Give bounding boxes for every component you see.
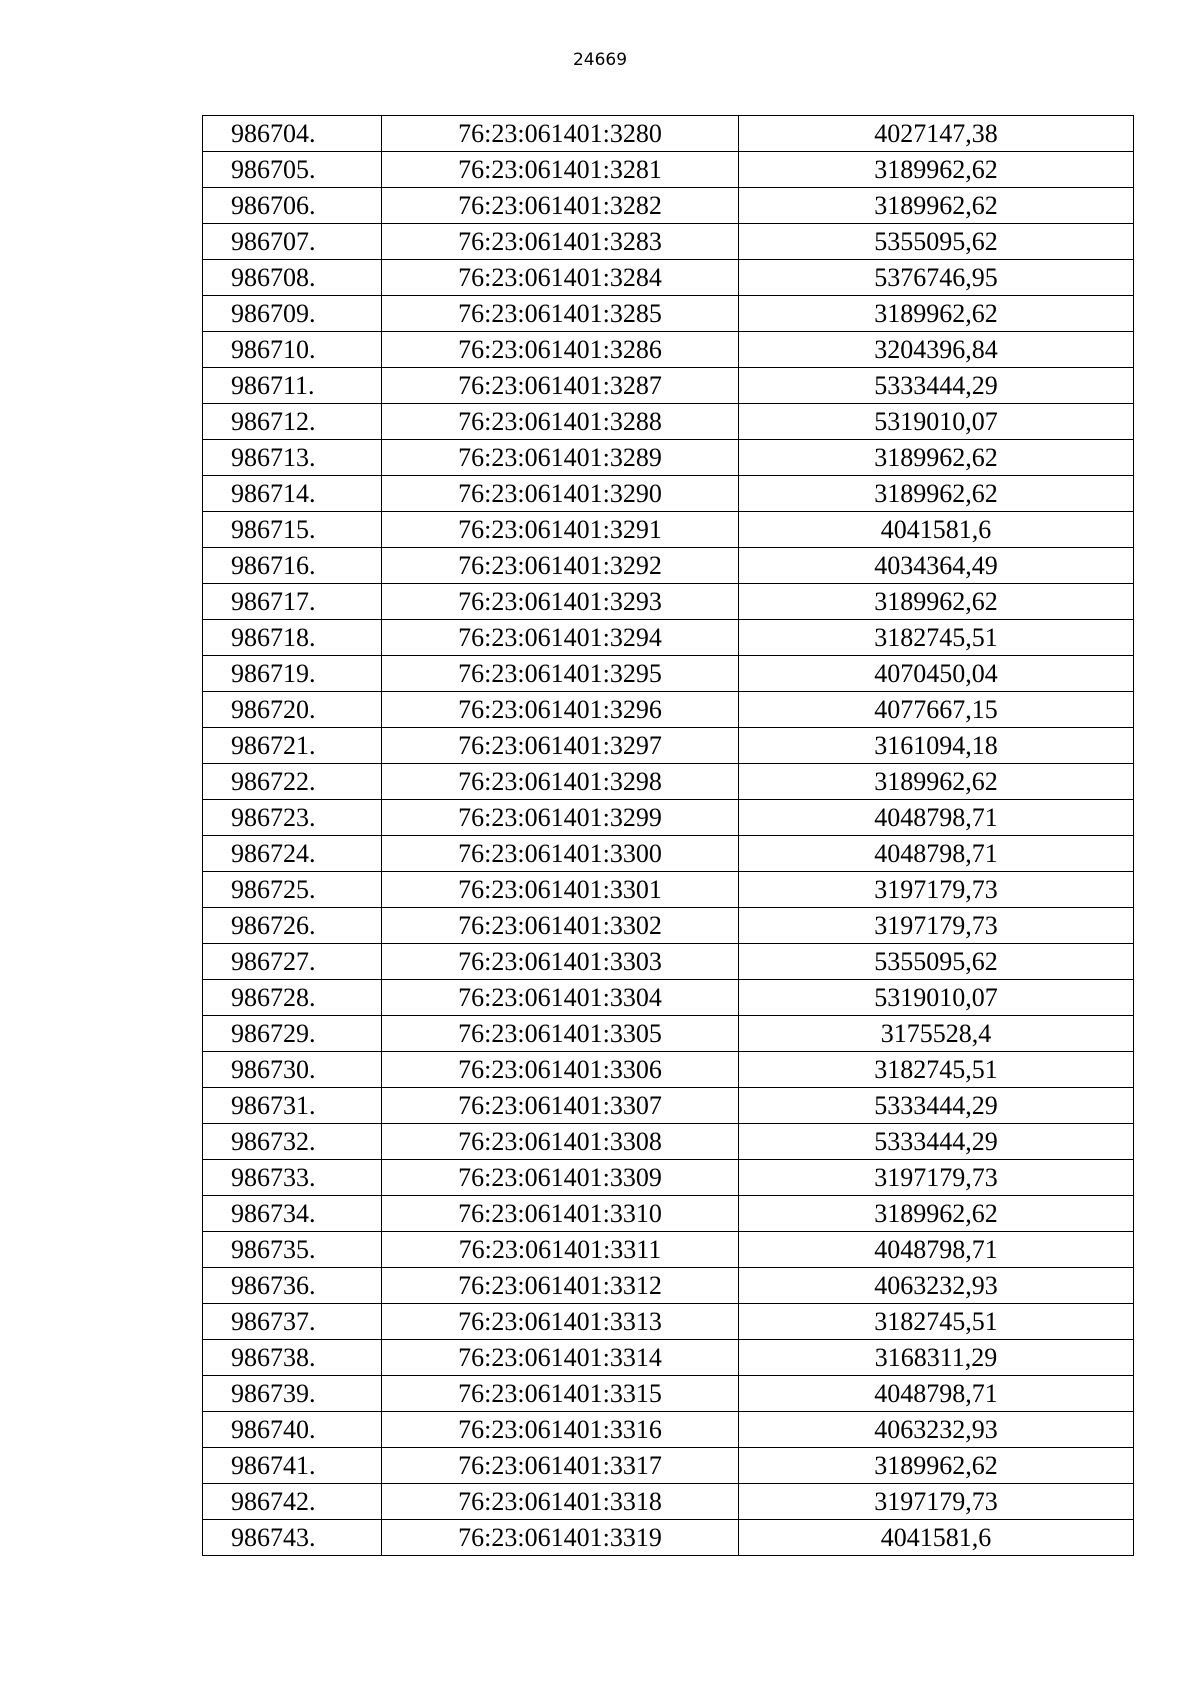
row-number-cell: 986719. <box>203 656 382 692</box>
table-body <box>203 116 1134 1556</box>
cadastral-value-cell: 3197179,73 <box>739 1484 1134 1520</box>
row-number-cell: 986725. <box>203 872 382 908</box>
table-row <box>203 1016 1134 1052</box>
cadastral-number-cell: 76:23:061401:3291 <box>382 512 739 548</box>
cadastral-number-cell: 76:23:061401:3289 <box>382 440 739 476</box>
table-row <box>203 440 1134 476</box>
row-number-cell: 986709. <box>203 296 382 332</box>
row-number-cell: 986724. <box>203 836 382 872</box>
row-number-cell: 986731. <box>203 1088 382 1124</box>
cadastral-value-cell: 4070450,04 <box>739 656 1134 692</box>
cadastral-number-cell: 76:23:061401:3315 <box>382 1376 739 1412</box>
cadastral-value-cell: 4048798,71 <box>739 836 1134 872</box>
table-row <box>203 944 1134 980</box>
cadastral-number-cell: 76:23:061401:3293 <box>382 584 739 620</box>
row-number-cell: 986704. <box>203 116 382 152</box>
cadastral-number-cell: 76:23:061401:3308 <box>382 1124 739 1160</box>
table-row <box>203 908 1134 944</box>
table-row <box>203 980 1134 1016</box>
cadastral-value-cell: 5355095,62 <box>739 224 1134 260</box>
table-row <box>203 584 1134 620</box>
row-number-cell: 986713. <box>203 440 382 476</box>
cadastral-value-cell: 3204396,84 <box>739 332 1134 368</box>
cadastral-number-cell: 76:23:061401:3287 <box>382 368 739 404</box>
table-row <box>203 764 1134 800</box>
table-row <box>203 152 1134 188</box>
row-number-cell: 986707. <box>203 224 382 260</box>
table-row <box>203 188 1134 224</box>
row-number-cell: 986739. <box>203 1376 382 1412</box>
cadastral-value-cell: 3197179,73 <box>739 872 1134 908</box>
row-number-cell: 986736. <box>203 1268 382 1304</box>
table-row <box>203 1304 1134 1340</box>
row-number-cell: 986733. <box>203 1160 382 1196</box>
cadastral-number-cell: 76:23:061401:3314 <box>382 1340 739 1376</box>
table-row <box>203 1160 1134 1196</box>
row-number-cell: 986726. <box>203 908 382 944</box>
cadastral-value-cell: 3189962,62 <box>739 152 1134 188</box>
cadastral-number-cell: 76:23:061401:3311 <box>382 1232 739 1268</box>
row-number-cell: 986729. <box>203 1016 382 1052</box>
cadastral-number-cell: 76:23:061401:3313 <box>382 1304 739 1340</box>
row-number-cell: 986740. <box>203 1412 382 1448</box>
table-row <box>203 1376 1134 1412</box>
table-row <box>203 224 1134 260</box>
cadastral-number-cell: 76:23:061401:3281 <box>382 152 739 188</box>
cadastral-value-cell: 5355095,62 <box>739 944 1134 980</box>
table-row <box>203 368 1134 404</box>
cadastral-number-cell: 76:23:061401:3312 <box>382 1268 739 1304</box>
table-row <box>203 296 1134 332</box>
table-row <box>203 1448 1134 1484</box>
table-row <box>203 332 1134 368</box>
cadastral-value-cell: 3189962,62 <box>739 440 1134 476</box>
cadastral-number-cell: 76:23:061401:3304 <box>382 980 739 1016</box>
cadastral-value-cell: 4041581,6 <box>739 512 1134 548</box>
cadastral-number-cell: 76:23:061401:3299 <box>382 800 739 836</box>
table-row <box>203 656 1134 692</box>
table-row <box>203 1520 1134 1556</box>
row-number-cell: 986710. <box>203 332 382 368</box>
row-number-cell: 986716. <box>203 548 382 584</box>
cadastral-value-cell: 4048798,71 <box>739 1232 1134 1268</box>
cadastral-value-cell: 3168311,29 <box>739 1340 1134 1376</box>
cadastral-value-cell: 3182745,51 <box>739 1052 1134 1088</box>
cadastral-value-cell: 4077667,15 <box>739 692 1134 728</box>
cadastral-value-cell: 4063232,93 <box>739 1268 1134 1304</box>
table-row <box>203 512 1134 548</box>
cadastral-number-cell: 76:23:061401:3316 <box>382 1412 739 1448</box>
cadastral-value-cell: 5376746,95 <box>739 260 1134 296</box>
row-number-cell: 986730. <box>203 1052 382 1088</box>
cadastral-value-cell: 3189962,62 <box>739 296 1134 332</box>
table-row <box>203 116 1134 152</box>
row-number-cell: 986715. <box>203 512 382 548</box>
cadastral-value-cell: 5333444,29 <box>739 368 1134 404</box>
row-number-cell: 986720. <box>203 692 382 728</box>
cadastral-number-cell: 76:23:061401:3302 <box>382 908 739 944</box>
cadastral-value-cell: 4027147,38 <box>739 116 1134 152</box>
cadastral-number-cell: 76:23:061401:3284 <box>382 260 739 296</box>
cadastral-number-cell: 76:23:061401:3318 <box>382 1484 739 1520</box>
cadastral-value-cell: 5333444,29 <box>739 1088 1134 1124</box>
table-row <box>203 1340 1134 1376</box>
table-row <box>203 728 1134 764</box>
cadastral-value-cell: 3189962,62 <box>739 1196 1134 1232</box>
table-row <box>203 1232 1134 1268</box>
cadastral-number-cell: 76:23:061401:3306 <box>382 1052 739 1088</box>
cadastral-number-cell: 76:23:061401:3310 <box>382 1196 739 1232</box>
row-number-cell: 986714. <box>203 476 382 512</box>
row-number-cell: 986706. <box>203 188 382 224</box>
cadastral-value-cell: 3189962,62 <box>739 476 1134 512</box>
cadastral-number-cell: 76:23:061401:3301 <box>382 872 739 908</box>
cadastral-value-cell: 5319010,07 <box>739 404 1134 440</box>
row-number-cell: 986741. <box>203 1448 382 1484</box>
table-row <box>203 872 1134 908</box>
row-number-cell: 986721. <box>203 728 382 764</box>
cadastral-number-cell: 76:23:061401:3307 <box>382 1088 739 1124</box>
cadastral-value-cell: 4048798,71 <box>739 800 1134 836</box>
cadastral-number-cell: 76:23:061401:3295 <box>382 656 739 692</box>
row-number-cell: 986711. <box>203 368 382 404</box>
row-number-cell: 986727. <box>203 944 382 980</box>
page-number: 24669 <box>572 50 628 70</box>
row-number-cell: 986708. <box>203 260 382 296</box>
cadastral-value-cell: 3197179,73 <box>739 908 1134 944</box>
cadastral-value-cell: 3161094,18 <box>739 728 1134 764</box>
cadastral-number-cell: 76:23:061401:3285 <box>382 296 739 332</box>
row-number-cell: 986734. <box>203 1196 382 1232</box>
cadastral-value-table <box>202 115 1134 1556</box>
cadastral-value-cell: 4063232,93 <box>739 1412 1134 1448</box>
cadastral-number-cell: 76:23:061401:3296 <box>382 692 739 728</box>
cadastral-value-cell: 5333444,29 <box>739 1124 1134 1160</box>
cadastral-value-cell: 3189962,62 <box>739 764 1134 800</box>
row-number-cell: 986737. <box>203 1304 382 1340</box>
cadastral-value-cell: 4034364,49 <box>739 548 1134 584</box>
row-number-cell: 986728. <box>203 980 382 1016</box>
cadastral-number-cell: 76:23:061401:3288 <box>382 404 739 440</box>
table-row <box>203 1052 1134 1088</box>
table-row <box>203 836 1134 872</box>
cadastral-value-cell: 3189962,62 <box>739 584 1134 620</box>
table-row <box>203 476 1134 512</box>
cadastral-value-cell: 3175528,4 <box>739 1016 1134 1052</box>
row-number-cell: 986735. <box>203 1232 382 1268</box>
row-number-cell: 986722. <box>203 764 382 800</box>
cadastral-number-cell: 76:23:061401:3294 <box>382 620 739 656</box>
cadastral-value-cell: 3189962,62 <box>739 1448 1134 1484</box>
table-row <box>203 1196 1134 1232</box>
table-row <box>203 1268 1134 1304</box>
row-number-cell: 986742. <box>203 1484 382 1520</box>
cadastral-number-cell: 76:23:061401:3282 <box>382 188 739 224</box>
table-row <box>203 404 1134 440</box>
table-row <box>203 620 1134 656</box>
cadastral-value-cell: 3182745,51 <box>739 620 1134 656</box>
row-number-cell: 986712. <box>203 404 382 440</box>
cadastral-number-cell: 76:23:061401:3286 <box>382 332 739 368</box>
table-row <box>203 1484 1134 1520</box>
row-number-cell: 986732. <box>203 1124 382 1160</box>
cadastral-value-cell: 4048798,71 <box>739 1376 1134 1412</box>
row-number-cell: 986723. <box>203 800 382 836</box>
cadastral-value-cell: 3189962,62 <box>739 188 1134 224</box>
cadastral-number-cell: 76:23:061401:3298 <box>382 764 739 800</box>
table-row <box>203 1124 1134 1160</box>
cadastral-number-cell: 76:23:061401:3283 <box>382 224 739 260</box>
row-number-cell: 986718. <box>203 620 382 656</box>
table-row <box>203 260 1134 296</box>
row-number-cell: 986717. <box>203 584 382 620</box>
cadastral-number-cell: 76:23:061401:3280 <box>382 116 739 152</box>
cadastral-number-cell: 76:23:061401:3290 <box>382 476 739 512</box>
table-row <box>203 548 1134 584</box>
cadastral-number-cell: 76:23:061401:3303 <box>382 944 739 980</box>
cadastral-number-cell: 76:23:061401:3317 <box>382 1448 739 1484</box>
cadastral-number-cell: 76:23:061401:3305 <box>382 1016 739 1052</box>
cadastral-value-cell: 3182745,51 <box>739 1304 1134 1340</box>
cadastral-number-cell: 76:23:061401:3319 <box>382 1520 739 1556</box>
cadastral-value-cell: 4041581,6 <box>739 1520 1134 1556</box>
cadastral-number-cell: 76:23:061401:3300 <box>382 836 739 872</box>
cadastral-number-cell: 76:23:061401:3292 <box>382 548 739 584</box>
table-row <box>203 692 1134 728</box>
table-row <box>203 1088 1134 1124</box>
row-number-cell: 986743. <box>203 1520 382 1556</box>
cadastral-number-cell: 76:23:061401:3297 <box>382 728 739 764</box>
table-row <box>203 1412 1134 1448</box>
cadastral-value-cell: 5319010,07 <box>739 980 1134 1016</box>
cadastral-number-cell: 76:23:061401:3309 <box>382 1160 739 1196</box>
row-number-cell: 986705. <box>203 152 382 188</box>
cadastral-value-cell: 3197179,73 <box>739 1160 1134 1196</box>
table-row <box>203 800 1134 836</box>
row-number-cell: 986738. <box>203 1340 382 1376</box>
